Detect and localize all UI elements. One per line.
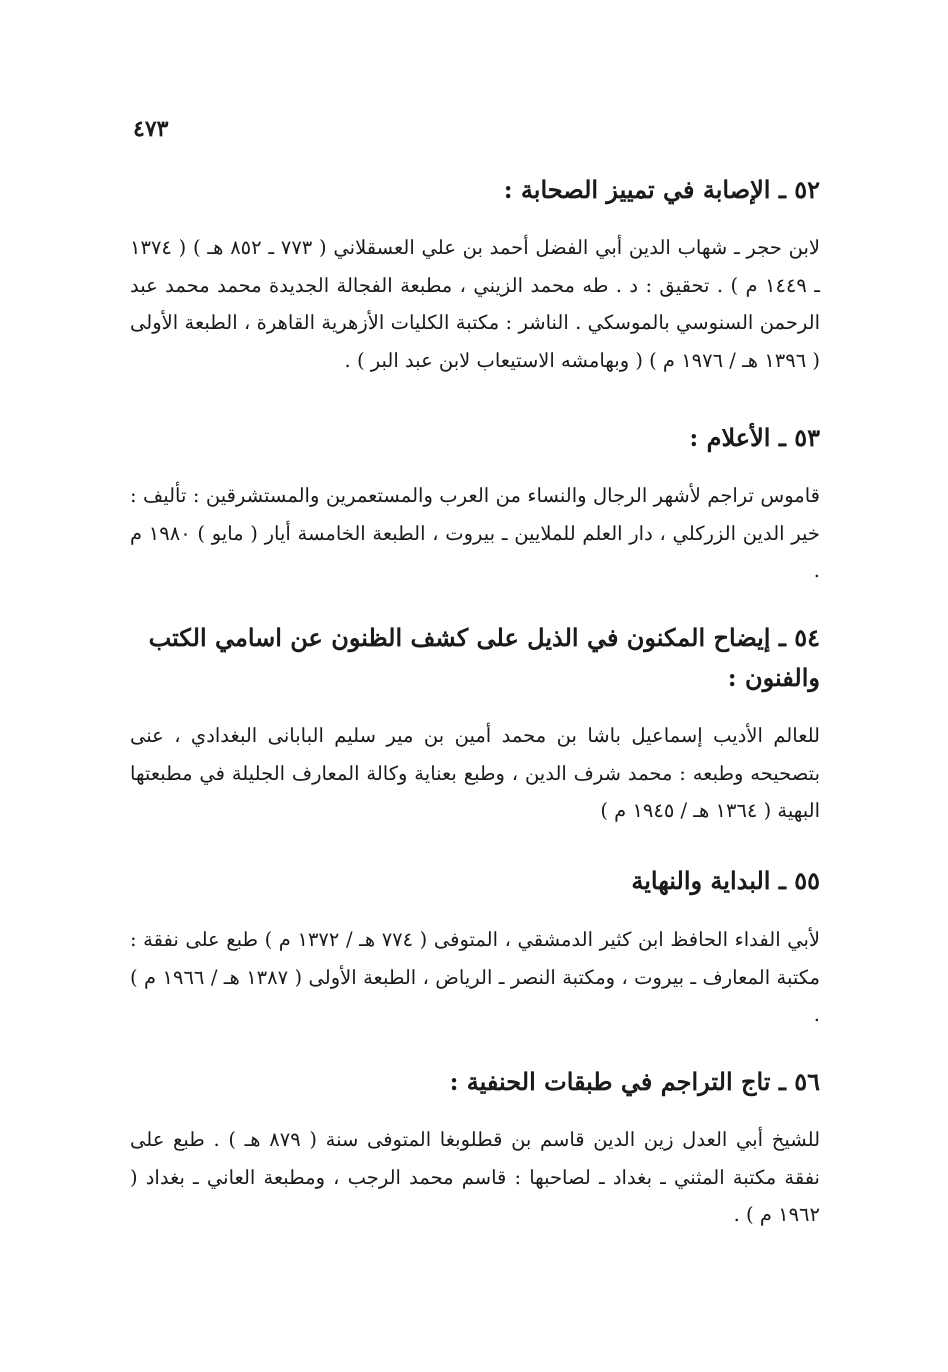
page-number: ٤٧٣ (133, 116, 169, 142)
entry-title-52: ٥٢ ـ الإصابة في تمييز الصحابة : (503, 175, 820, 204)
entry-body-53: قاموس تراجم لأشهر الرجال والنساء من العرب والمستعمرين والمستشرقين : تأليف : خير الدين الزركلي ، دار العلم للملايين ـ بيروت ، الطبعة الخامسة أيار ( مايو ) ١٩٨٠ م . (130, 484, 820, 582)
entry-title-55: ٥٥ ـ البداية والنهاية (631, 866, 820, 895)
entry-body-56: للشيخ أبي العدل زين الدين قاسم بن قطلوبغا المتوفى سنة ( ٨٧٩ هـ ) . طبع على نفقة مكتبة المثني ـ بغداد ـ لصاحبها : قاسم محمد الرجب ، ومطبعة العاني ـ بغداد ( ١٩٦٢ م ) . (130, 1128, 821, 1226)
entry-title-54: ٥٤ ـ إيضاح المكنون في الذيل على كشف الظنون عن اسامي الكتب والفنون : (148, 623, 820, 692)
entry-body-52: لابن حجر ـ شهاب الدين أبي الفضل أحمد بن علي العسقلاني ( ٧٧٣ ـ ٨٥٢ هـ ) ( ١٣٧٤ ـ ١٤٤٩ م ) . تحقيق : د . طه محمد الزيني ، مطبعة الفجالة الجديدة محمد محمد عبد الرحمن السنوسي بالموسكي . الناشر : مكتبة الكليات الأزهرية القاهرة ، الطبعة الأولى ( ١٣٩٦ هـ / ١٩٧٦ م ) ( وبهامشه الاستيعاب لابن عبد البر ) . (130, 236, 820, 372)
entry-body-54: للعالم الأديب إسماعيل باشا بن محمد أمين بن مير سليم البابانى البغدادي ، عنى بتصحيحه وطبعه : محمد شرف الدين ، وطبع بعناية وكالة المعارف الجليلة في مطبعتها البهية ( ١٣٦٤ هـ / ١٩٤٥ م ) (130, 724, 820, 822)
entry-title-53: ٥٣ ـ الأعلام : (689, 423, 820, 452)
entry-body-55: لأبي الفداء الحافظ ابن كثير الدمشقي ، المتوفى ( ٧٧٤ هـ / ١٣٧٢ م ) طبع على نفقة : مكتبة المعارف ـ بيروت ، ومكتبة النصر ـ الرياض ، الطبعة الأولى ( ١٣٨٧ هـ / ١٩٦٦ م ) . (130, 928, 820, 1026)
entry-title-56: ٥٦ ـ تاج التراجم في طبقات الحنفية : (449, 1067, 820, 1096)
